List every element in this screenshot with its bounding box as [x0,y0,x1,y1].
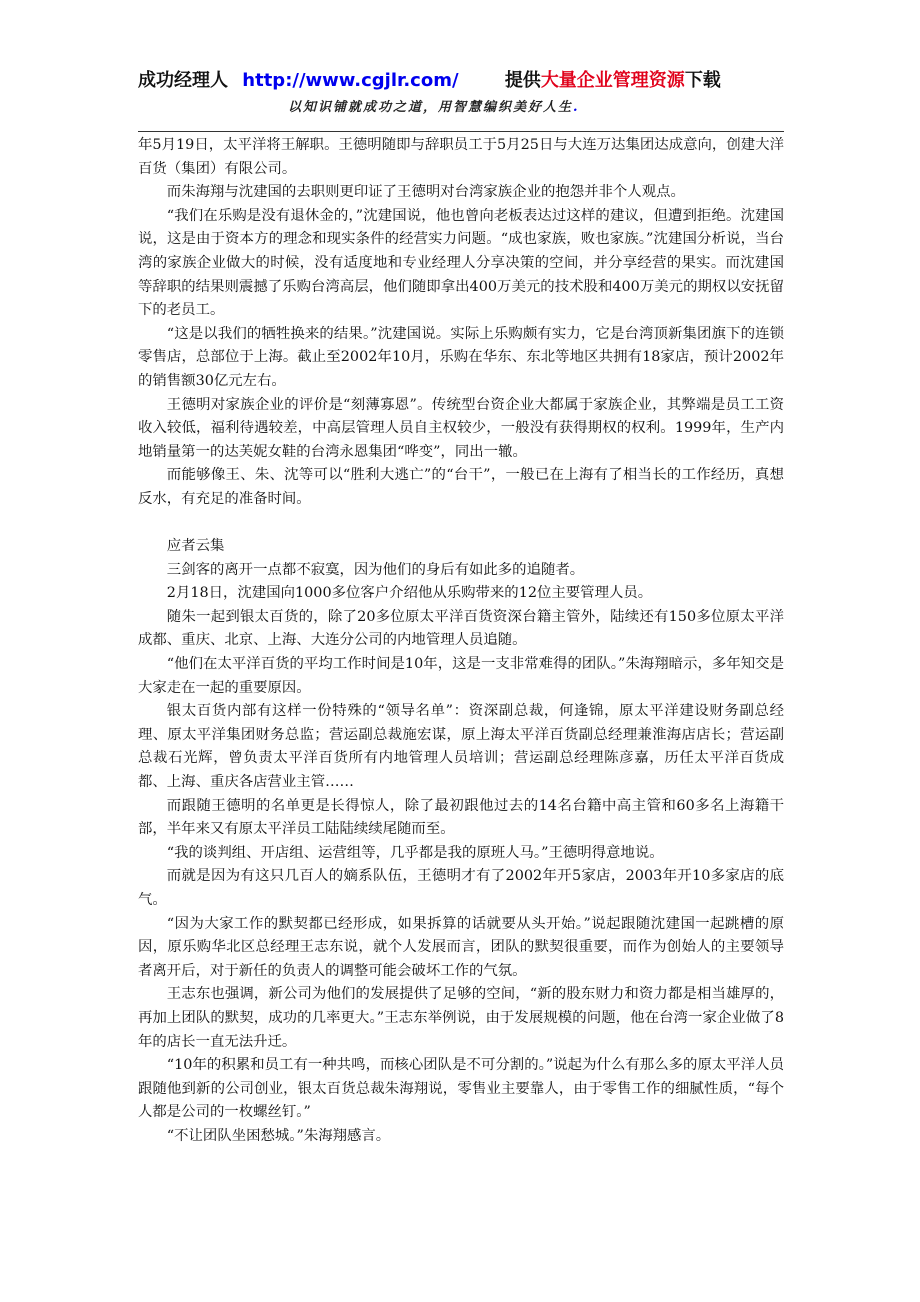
paragraph: 王志东也强调，新公司为他们的发展提供了足够的空间，“新的股东财力和资力都是相当雄厚的，再加上团队的默契，成功的几率更大。”王志东举例说，由于发展规模的问题，他在台湾一家企业做了8年的店长一直无法升迁。 [138,986,784,1050]
paragraph: 而就是因为有这只几百人的嫡系队伍，王德明才有了2002年开5家店，2003年开10多家店的底气。 [138,868,784,908]
provide-prefix: 提供 [504,70,541,91]
brand-name: 成功经理人 [138,70,228,91]
site-url-link[interactable]: http://www.cgjlr.com/ [242,70,459,91]
section-heading: 应者云集 [166,538,225,555]
paragraph: 而跟随王德明的名单更是长得惊人，除了最初跟他过去的14名台籍中高主管和60多名上海籍干部，半年来又有原太平洋员工陆陆续续尾随而至。 [138,797,784,838]
provide-text [505,70,721,91]
paragraph: 而能够像王、朱、沈等可以“胜利大逃亡”的“台干”，一般已在上海有了相当长的工作经历，真想反水，有充足的准备时间。 [138,467,784,507]
paragraph: 年5月19日，太平洋将王解职。王德明随即与辞职员工于5月25日与大连万达集团达成意向，创建大洋百货（集团）有限公司。 [138,137,784,177]
provide-highlight: 大量企业管理资源 [540,70,685,91]
header-divider [138,131,784,132]
slogan-dot: . [573,100,580,115]
header-banner [138,66,784,94]
page-header [138,66,784,130]
paragraph: “这是以我们的牺牲换来的结果。”沈建国说。实际上乐购颇有实力，它是台湾顶新集团旗下的连锁零售店，总部位于上海。截止至2002年10月，乐购在华东、东北等地区共拥有18家店，预计2002年的销售额30亿元左右。 [138,325,784,389]
paragraph: 而朱海翔与沈建国的去职则更印证了王德明对台湾家族企业的抱怨并非个人观点。 [166,184,685,201]
paragraph: “我的谈判组、开店组、运营组等，几乎都是我的原班人马。”王德明得意地说。 [166,844,664,861]
article-body [138,134,784,1149]
paragraph: 银太百货内部有这样一份特殊的“领导名单”：资深副总裁，何逢锦，原太平洋建设财务副总经理、原太平洋集团财务总监；营运副总裁施宏谋，原上海太平洋百货副总经理兼淮海店店长；营运副总裁石光辉，曾负责太平洋百货所有内地管理人员培训；营运副总经理陈彦嘉，历任太平洋百货成都、上海、重庆各店营业主管…… [138,703,784,791]
slogan [288,96,580,115]
slogan-text: 以知识铺就成功之道，用智慧编织美好人生 [288,100,574,115]
provide-suffix: 下载 [684,70,721,91]
paragraph: “因为大家工作的默契都已经形成，如果拆算的话就要从头开始。”说起跟随沈建国一起跳槽的原因，原乐购华北区总经理王志东说，就个人发展而言，团队的默契很重要，而作为创始人的主要领导者离开后，对于新任的负责人的调整可能会破坏工作的气氛。 [138,915,784,979]
blank-line [138,512,784,536]
paragraph: “不让团队坐困愁城。”朱海翔感言。 [166,1127,391,1144]
paragraph: 三剑客的离开一点都不寂寞，因为他们的身后有如此多的追随者。 [166,561,585,578]
paragraph: “我们在乐购是没有退休金的，”沈建国说，他也曾向老板表达过这样的建议，但遭到拒绝。沈建国说，这是由于资本方的理念和现实条件的经营实力问题。“成也家族，败也家族。”沈建国分析说，当台湾的家族企业做大的时候，没有适度地和专业经理人分享决策的空间，并分享经营的果实。而沈建国等辞职的结果则震撼了乐购台湾高层，他们随即拿出400万美元的技术股和400万美元的期权以安抚留下的老员工。 [138,207,784,319]
paragraph: 2月18日，沈建国向1000多位客户介绍他从乐购带来的12位主要管理人员。 [166,585,653,602]
paragraph: “10年的积累和员工有一种共鸣，而核心团队是不可分割的。”说起为什么有那么多的原太平洋人员跟随他到新的公司创业，银太百货总裁朱海翔说，零售业主要靠人，由于零售工作的细腻性质，“每个人都是公司的一枚螺丝钉。” [138,1057,784,1121]
paragraph: 随朱一起到银太百货的，除了20多位原太平洋百货资深台籍主管外，陆续还有150多位原太平洋成都、重庆、北京、上海、大连分公司的内地管理人员追随。 [138,608,784,649]
paragraph: “他们在太平洋百货的平均工作时间是10年，这是一支非常难得的团队。”朱海翔暗示，多年知交是大家走在一起的重要原因。 [138,656,784,696]
paragraph: 王德明对家族企业的评价是“刻薄寡恩”。传统型台资企业大都属于家族企业，其弊端是员工工资收入较低，福利待遇较差，中高层管理人员自主权较少，一般没有获得期权的权利。1999年，生产内地销量第一的达芙妮女鞋的台湾永恩集团“哗变”，同出一辙。 [138,396,784,460]
